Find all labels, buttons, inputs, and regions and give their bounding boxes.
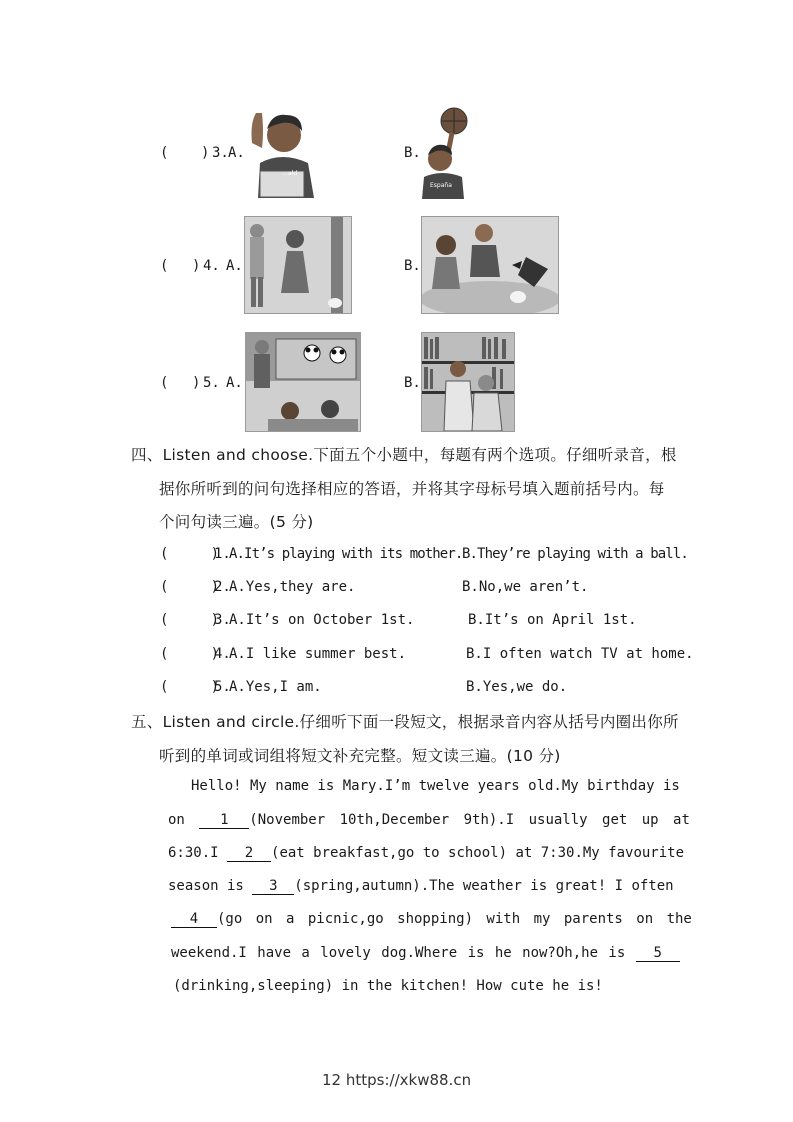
answer-paren-close: ) bbox=[192, 375, 201, 391]
question-number: 3. bbox=[212, 145, 229, 161]
section-4-instruction-line3: 个问句读三遍。(5 分) bbox=[159, 513, 314, 531]
section-4-instruction: 四、Listen and choose.下面五个小题中，每题有两个选项。仔细听录音，根 bbox=[131, 446, 677, 464]
passage-text: (eat breakfast,go to school) at 7:30.My favourite bbox=[271, 845, 685, 861]
section-5-instruction: 五、Listen and circle.仔细听下面一段短文，根据录音内容从括号内圈出你所 bbox=[131, 713, 679, 731]
passage-text: weekend.I have a lovely dog.Where is he now?Oh,he is bbox=[171, 945, 636, 961]
answer-paren-open: ( bbox=[160, 375, 169, 391]
blank-3: 3 bbox=[252, 878, 294, 895]
answer-paren: ( ) bbox=[160, 546, 220, 562]
passage-line bbox=[168, 812, 690, 829]
option-a: A.I like summer best. bbox=[229, 646, 407, 662]
passage-text: (drinking,sleeping) in the kitchen! How cute he is! bbox=[173, 978, 603, 994]
passage-line bbox=[171, 911, 692, 928]
answer-paren-close: ) bbox=[192, 258, 201, 274]
answer-paren: ( ) bbox=[160, 646, 220, 662]
boy-reading-book-image bbox=[242, 103, 324, 198]
answer-paren: ( ) bbox=[160, 579, 220, 595]
children-at-bookshelf-image bbox=[421, 332, 515, 432]
passage-line bbox=[168, 878, 674, 895]
option-a: A.It’s on October 1st. bbox=[229, 612, 415, 628]
item-number: 3. bbox=[214, 612, 231, 628]
option-b: B.They’re playing with a ball. bbox=[462, 546, 688, 562]
passage-text: on bbox=[168, 812, 200, 828]
item-number: 1. bbox=[214, 546, 231, 562]
passage-text: Hello! My name is Mary.I’m twelve years old.My birthday is bbox=[191, 778, 680, 794]
page-footer bbox=[322, 1071, 471, 1089]
teacher-showing-pandas-image bbox=[245, 332, 361, 432]
option-b: B.Yes,we do. bbox=[466, 679, 568, 695]
two-children-talking-image bbox=[244, 216, 352, 314]
option-b-label: B. bbox=[404, 145, 421, 161]
passage-line bbox=[191, 778, 680, 794]
option-b-label: B. bbox=[404, 258, 421, 274]
blank-2: 2 bbox=[227, 845, 271, 862]
answer-paren-open: ( bbox=[160, 145, 169, 161]
passage-text: 6:30.I bbox=[168, 845, 228, 861]
option-a: A.It’s playing with its mother. bbox=[229, 546, 463, 562]
passage-line bbox=[168, 845, 684, 862]
option-a-label: A. bbox=[226, 258, 243, 274]
passage-text: (November 10th,December 9th).I usually get up at bbox=[249, 812, 690, 828]
option-b: B.I often watch TV at home. bbox=[466, 646, 694, 662]
option-a: A.Yes,they are. bbox=[229, 579, 356, 595]
blank-4: 4 bbox=[171, 911, 217, 928]
question-number: 5. bbox=[203, 375, 220, 391]
page-number: 12 bbox=[322, 1071, 342, 1089]
passage-text: (spring,autumn).The weather is great! I often bbox=[294, 878, 674, 894]
blank-5: 5 bbox=[636, 945, 680, 962]
option-b: B.No,we aren’t. bbox=[462, 579, 589, 595]
item-number: 4. bbox=[214, 646, 231, 662]
footer-url: https://xkw88.cn bbox=[345, 1071, 472, 1089]
option-b: B.It’s on April 1st. bbox=[468, 612, 637, 628]
blank-1: 1 bbox=[199, 812, 249, 829]
answer-paren-open: ( bbox=[160, 258, 169, 274]
section-5-instruction-line2: 听到的单词或词组将短文补充完整。短文读三遍。(10 分) bbox=[159, 747, 561, 765]
passage-text: (go on a picnic,go shopping) with my parents on the bbox=[217, 911, 692, 927]
answer-paren: ( ) bbox=[160, 679, 220, 695]
option-a-label: A. bbox=[228, 145, 245, 161]
option-b-label: B. bbox=[404, 375, 421, 391]
question-number: 4. bbox=[203, 258, 220, 274]
passage-text: season is bbox=[168, 878, 253, 894]
option-a-label: A. bbox=[226, 375, 243, 391]
passage-line bbox=[173, 978, 603, 994]
option-a: A.Yes,I am. bbox=[229, 679, 322, 695]
answer-paren-close: ) bbox=[201, 145, 210, 161]
section-4-instruction-line2: 据你所听到的问句选择相应的答语，并将其字母标号填入题前括号内。每 bbox=[159, 480, 665, 498]
kids-playing-outdoors-image bbox=[421, 216, 559, 314]
answer-paren: ( ) bbox=[160, 612, 220, 628]
item-number: 2. bbox=[214, 579, 231, 595]
item-number: 5. bbox=[214, 679, 231, 695]
boy-spinning-basketball-image bbox=[418, 107, 470, 199]
shirt-print: España bbox=[430, 182, 452, 189]
passage-line bbox=[171, 945, 680, 962]
shirt-print: …ald bbox=[282, 170, 298, 177]
